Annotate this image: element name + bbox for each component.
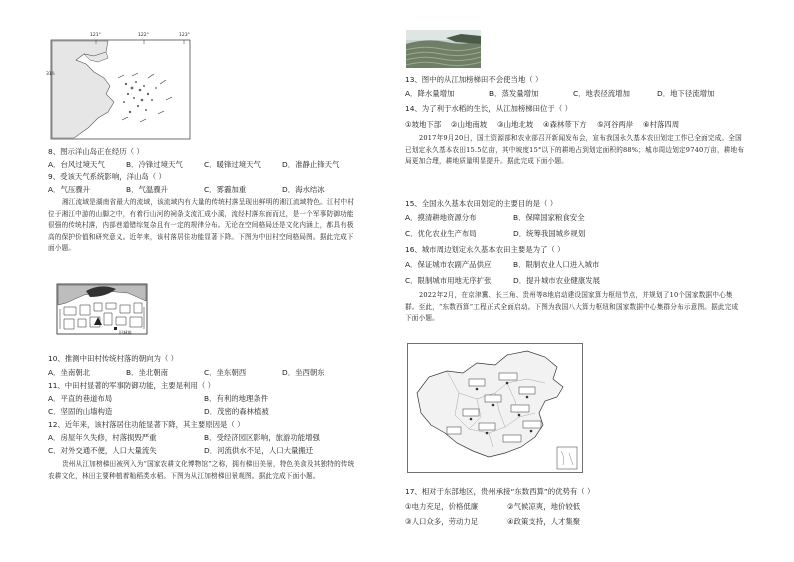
lon-label-122: 122° [138,33,149,38]
q12-options-row2 [48,446,313,455]
q9-option-b[interactable]: B．气温骤升 [126,185,169,194]
q10-options [48,368,325,377]
q9-option-a[interactable]: A．气压骤升 [48,185,91,194]
q10-option-d[interactable]: D．坐西朝东 [282,368,325,377]
q15-options-row2 [405,229,585,238]
q11-options-row1 [48,394,268,403]
q12-option-b[interactable]: B．受经济园区影响，旅游功能增强 [204,433,320,442]
q13-option-c[interactable]: C．地表径流增加 [573,89,630,98]
q12-option-a[interactable]: A．房屋年久失修，村落损毁严重 [48,433,157,442]
zhongtian-village-map [56,283,148,335]
jiabang-terrace-photo [406,30,481,68]
q10-option-c[interactable]: C．坐东朝西 [204,368,247,377]
q11-stem: 11、中田村显著的军事防御功能，主要是利用（ ） [48,381,215,390]
q10-stem: 10、推测中田村传统村落的朝向为（ ） [48,354,179,363]
q15-option-d[interactable]: D．统筹我国城乡规划 [513,229,586,238]
q8-option-c[interactable]: C．暖锋过境天气 [204,160,261,169]
passage-jiabang-terraces: 贵州从江加榜梯田被列入为“国家农耕文化博物馆”之称，拥有梯田美景，特色美食及其独特的传统农耕文化，林田主要种植着籼稻类水稻。下图为从江加榜梯田景观图。据此完成下面小题。 [48,460,355,480]
q16-option-d[interactable]: D．提升城市农业健康发展 [513,276,600,285]
lon-label-123: 123° [179,33,190,38]
q14-option-6[interactable]: ⑥村落四周 [643,120,680,129]
q13-options [405,89,714,98]
q8-option-a[interactable]: A．台风过境天气 [48,160,105,169]
q13-option-b[interactable]: B．蒸发量增加 [489,89,539,98]
q8-option-b[interactable]: B．冷锋过境天气 [126,160,183,169]
q9-stem: 9、受该天气系统影响，洋山岛（ ） [48,172,166,181]
q17-stem: 17、相对于东部地区，贵州承接“东数西算”的优势有（ ） [405,487,595,496]
south-sea-inset [557,447,577,469]
q12-options-row1 [48,433,320,442]
q11-option-d[interactable]: D．茂密的森林植被 [204,407,269,416]
q15-option-c[interactable]: C．优化农业生产布局 [405,229,477,238]
q14-option-1[interactable]: ①坡地下部 [405,120,442,129]
q17-option-2[interactable]: ②气候凉爽，地价较低 [507,502,581,511]
q12-option-d[interactable]: D．河流供水不足，人口大量搬迁 [204,446,314,455]
q13-option-d[interactable]: D．地下径流增加 [657,89,715,98]
q14-stem: 14、为了利于水稻的生长，从江加榜梯田位于（ ） [405,104,572,113]
q14-option-4[interactable]: ④森林带下方 [543,120,587,129]
lat-label-31: 31° [46,72,54,77]
q15-option-b[interactable]: B．保障国家粮食安全 [513,213,585,222]
q11-options-row2 [48,407,269,416]
q8-stem: 8、图示洋山岛正在经历（ ） [48,147,144,156]
q17-option-1[interactable]: ①电力充足，价格低廉 [405,502,479,511]
passage-farmland: 2017年9月20日，国土资源部和农业部召开新闻发布会，宣布我国永久基本农田划定工作已全面完成。全国已划定永久基本农田15.5亿亩，其中坡度15°以下的耕地占到划定面积的88%；城市周边划定9740万亩，耕地布局更加合理，耕地质量明显提升。据此完成下面小题。 [405,134,745,166]
q16-option-b[interactable]: B．限制农业人口进入城市 [513,260,600,269]
legend-swatch [114,327,117,330]
q17-option-4[interactable]: ④政策支持，人才集聚 [507,517,581,526]
passage-zhongtian-village: 湘江流域是湖南省最大的流域，该流域内有大量的传统村落呈现出鲜明的湘江流域特色。江村中村位于湘江中游的山脚之中，有着行山河的祠条支流汇成小溪，流经村落东面而过，是一个军事防御功能很强的传统村落，内部巷道错综复杂且有一定的规律分布。无论在空间格局还是文化内涵上，都具有极高的保护价值和研究意义。近年来，该村落居住功能显著下降。下图为中田村空间格局图。据此完成下面小题。 [48,198,355,253]
q16-options-row1 [405,260,599,269]
q16-option-a[interactable]: A．保证城市农副产品供应 [405,260,492,269]
q12-stem: 12、近年来，该村落居住功能显著下降，其主要原因是（ ） [48,420,245,429]
q10-option-a[interactable]: A．坐南朝北 [48,368,91,377]
q13-option-a[interactable]: A．降水量增加 [405,89,455,98]
q9-option-d[interactable]: D．海水结冰 [282,185,325,194]
q17-options-row1 [405,502,580,511]
q14-options [405,120,679,129]
lon-label-121: 121° [90,33,101,38]
q10-option-b[interactable]: B．坐北朝南 [126,368,169,377]
q8-option-d[interactable]: D．准静止锋天气 [282,160,340,169]
q15-option-a[interactable]: A．摸清耕地资源分布 [405,213,477,222]
q11-option-b[interactable]: B．有利的地理条件 [204,394,269,403]
q17-options-row2 [405,517,580,526]
yangshan-weather-map [48,38,193,142]
china-computing-hub-map [407,343,583,473]
q14-option-2[interactable]: ②山地南坡 [451,120,488,129]
q16-options-row2 [405,276,600,285]
q13-stem: 13、图中的从江加榜梯田不会使当地（ ） [405,75,543,84]
q16-stem: 16、城市周边划定永久基本农田主要是为了（ ） [405,245,565,254]
q15-stem: 15、全国永久基本农田划定的主要目的是（ ） [405,199,558,208]
q9-option-c[interactable]: C．雾霾加重 [204,185,247,194]
q12-option-c[interactable]: C．对外交通不便，人口大量流失 [48,446,157,455]
q9-options [48,185,325,194]
legend-label-old-wall: 旧城墙 [119,330,132,335]
q11-option-a[interactable]: A．平直的巷道布局 [48,394,113,403]
q15-options-row1 [405,213,585,222]
q17-option-3[interactable]: ③人口众多，劳动力足 [405,517,479,526]
passage-east-data-west-compute: 2022年2月，在京津冀、长三角、贵州等8地启动建设国家算力枢纽节点，并规划了10个国家数据中心集群。至此，“东数西算”工程正式全面启动。下图为我国八大算力枢纽和国家数据中心集群分布示意图。据此完成下面小题。 [405,291,739,323]
q8-options [48,160,339,169]
q11-option-c[interactable]: C．坚固的山墙构造 [48,407,113,416]
q14-option-5[interactable]: ⑤河谷两岸 [597,120,634,129]
q14-option-3[interactable]: ③山地北坡 [497,120,534,129]
q16-option-c[interactable]: C．限制城市用地无序扩张 [405,276,492,285]
